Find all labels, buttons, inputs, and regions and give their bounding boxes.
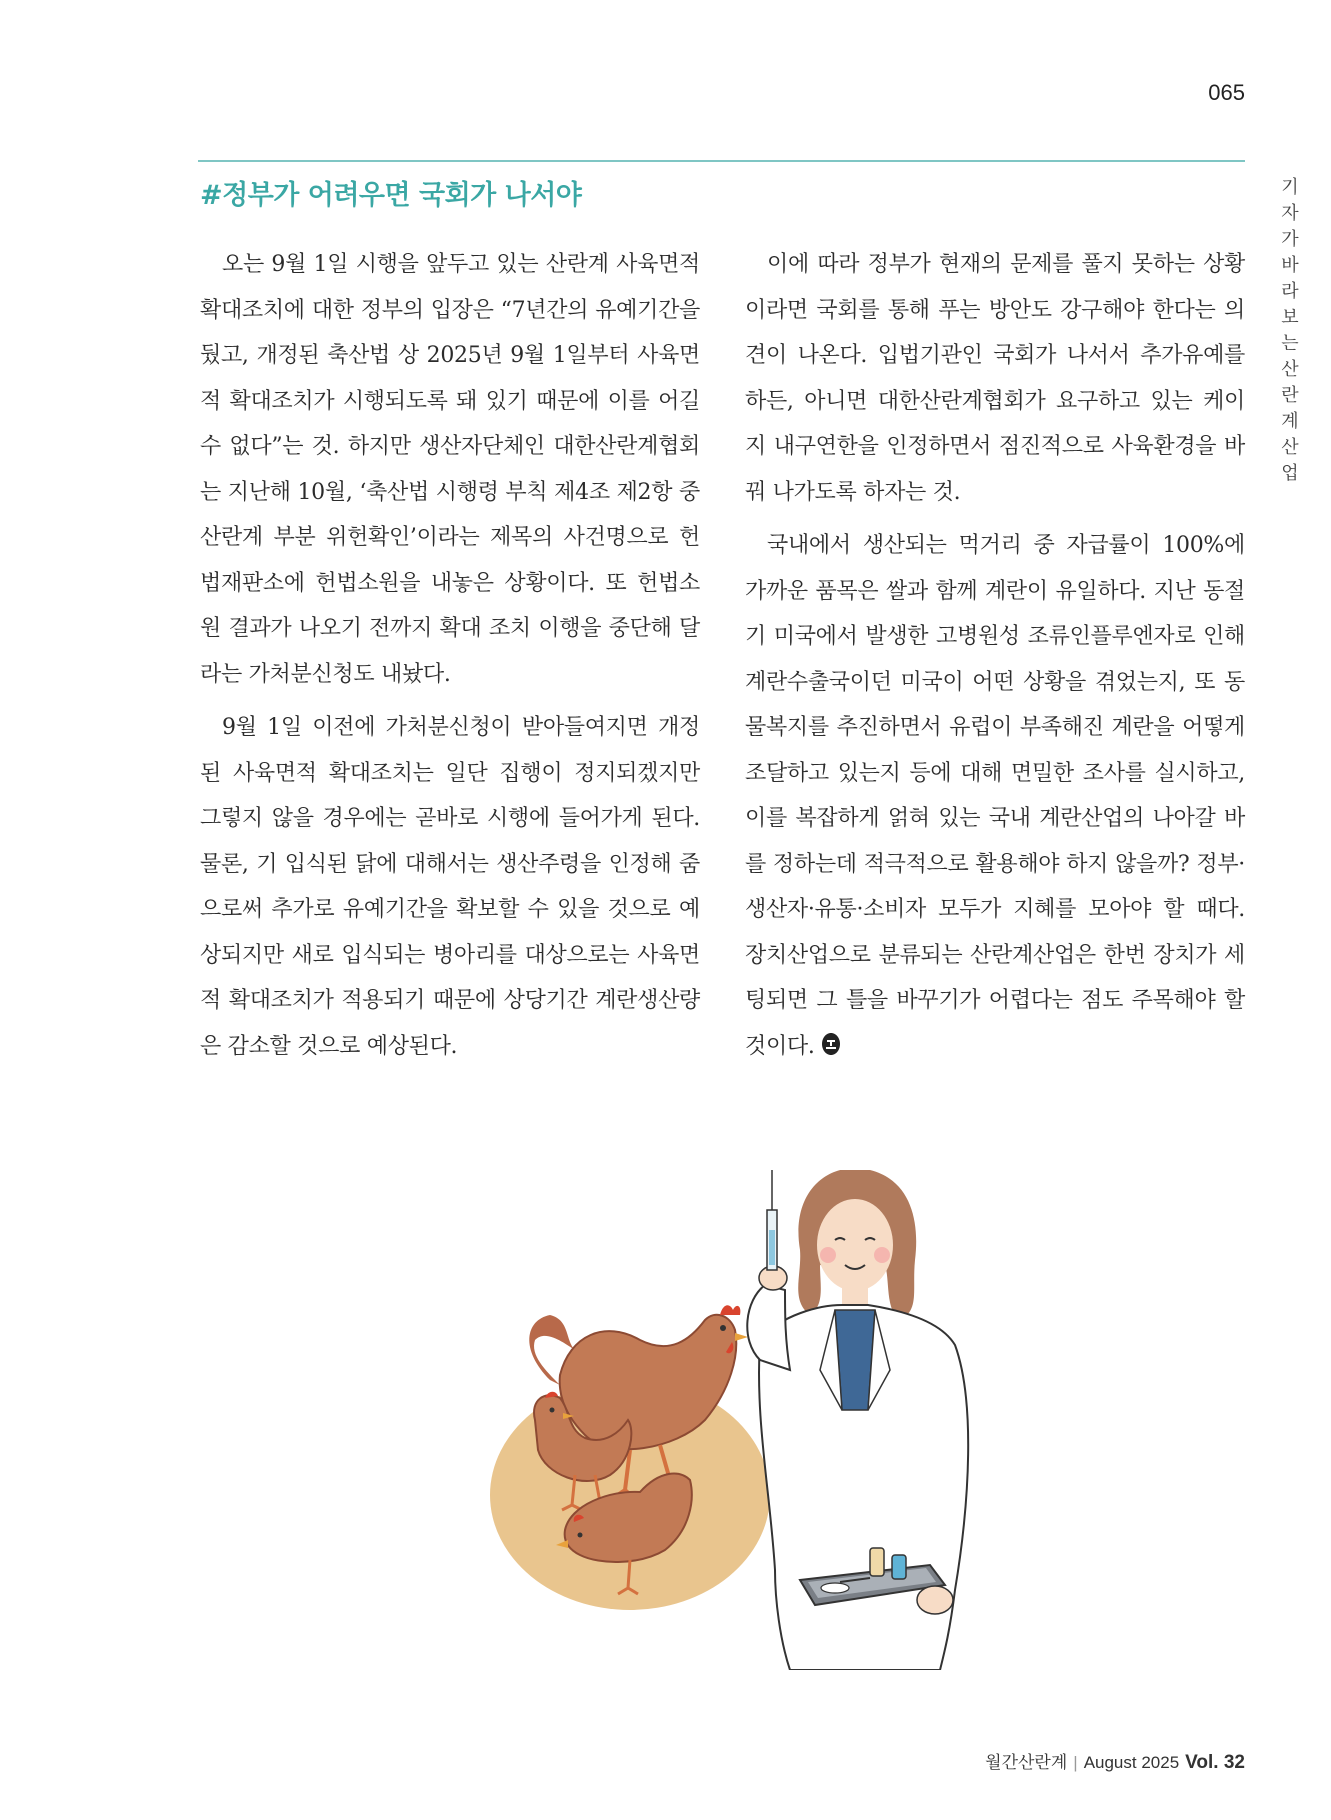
face (817, 1199, 893, 1291)
footer-separator: | (1073, 1753, 1078, 1772)
volume-number: Vol. 32 (1185, 1752, 1245, 1773)
magazine-name: 월간산란계 (985, 1753, 1068, 1772)
page-number: 065 (1208, 80, 1245, 105)
article-column-left (200, 242, 700, 1077)
paragraph: 오는 9월 1일 시행을 앞두고 있는 산란계 사육면적 확대조치에 대한 정부의 입장은 “7년간의 유예기간을 뒀고, 개정된 축산법 상 2025년 9월 1일부터 사육면적 확대조치가 시행되도록 돼 있기 때문에 이를 어길 수 없다”는 것. 하지만 생산자단체인 대한산란계협회는 지난해 10월, ‘축산법 시행령 부칙 제4조 제2항 중 산란계 부분 위헌확인’이라는 제목의 사건명으로 헌법재판소에 헌법소원을 내놓은 상황이다. 또 헌법소원 결과가 나오기 전까지 확대 조치 이행을 중단해 달라는 가처분신청도 내놨다. (200, 252, 700, 687)
section-heading: #정부가 어려우면 국회가 나서야 (200, 180, 582, 211)
veterinarian-figure (747, 1170, 968, 1670)
section-divider (198, 160, 1245, 162)
syringe-icon (764, 1170, 780, 1270)
hens-and-veterinarian-illustration (490, 1170, 1170, 1670)
article-column-right (745, 242, 1245, 1077)
issue-date: August 2025 (1083, 1753, 1180, 1772)
end-mark-icon (821, 1032, 841, 1056)
page-footer (900, 1748, 1245, 1774)
paragraph: 9월 1일 이전에 가처분신청이 받아들여지면 개정된 사육면적 확대조치는 일단 집행이 정지되겠지만 그렇지 않을 경우에는 곧바로 시행에 들어가게 된다. 물론, 기 입식된 닭에 대해서는 생산주령을 인정해 줌으로써 추가로 유예기간을 확보할 수 있을 것으로 예상되지만 새로 입식되는 병아리를 대상으로는 사육면적 확대조치가 적용되기 때문에 상당기간 계란생산량은 감소할 것으로 예상된다. (200, 715, 700, 1059)
side-section-label: 기자가 바라보는 산란계산업 (1281, 177, 1299, 484)
paragraph: 이에 따라 정부가 현재의 문제를 풀지 못하는 상황이라면 국회를 통해 푸는 방안도 강구해야 한다는 의견이 나온다. 입법기관인 국회가 나서서 추가유예를 하든, 아니면 대한산란계협회가 요구하고 있는 케이지 내구연한을 인정하면서 점진적으로 사육환경을 바꿔 나가도록 하자는 것. (745, 252, 1245, 505)
paragraph (745, 523, 1245, 1069)
paragraph-text: 국내에서 생산되는 먹거리 중 자급률이 100%에 가까운 품목은 쌀과 함께 계란이 유일하다. 지난 동절기 미국에서 발생한 고병원성 조류인플루엔자로 인해 계란수출국이던 미국이 어떤 상황을 겪었는지, 또 동물복지를 추진하면서 유럽이 부족해진 계란을 어떻게 조달하고 있는지 등에 대해 면밀한 조사를 실시하고, 이를 복잡하게 얽혀 있는 국내 계란산업의 나아갈 바를 정하는데 적극적으로 활용해야 하지 않을까? 정부·생산자·유통·소비자 모두가 지혜를 모아야 할 때다. 장치산업으로 분류되는 산란계산업은 한번 장치가 세팅되면 그 틀을 바꾸기가 어렵다는 점도 주목해야 할 것이다. (745, 533, 1245, 1059)
